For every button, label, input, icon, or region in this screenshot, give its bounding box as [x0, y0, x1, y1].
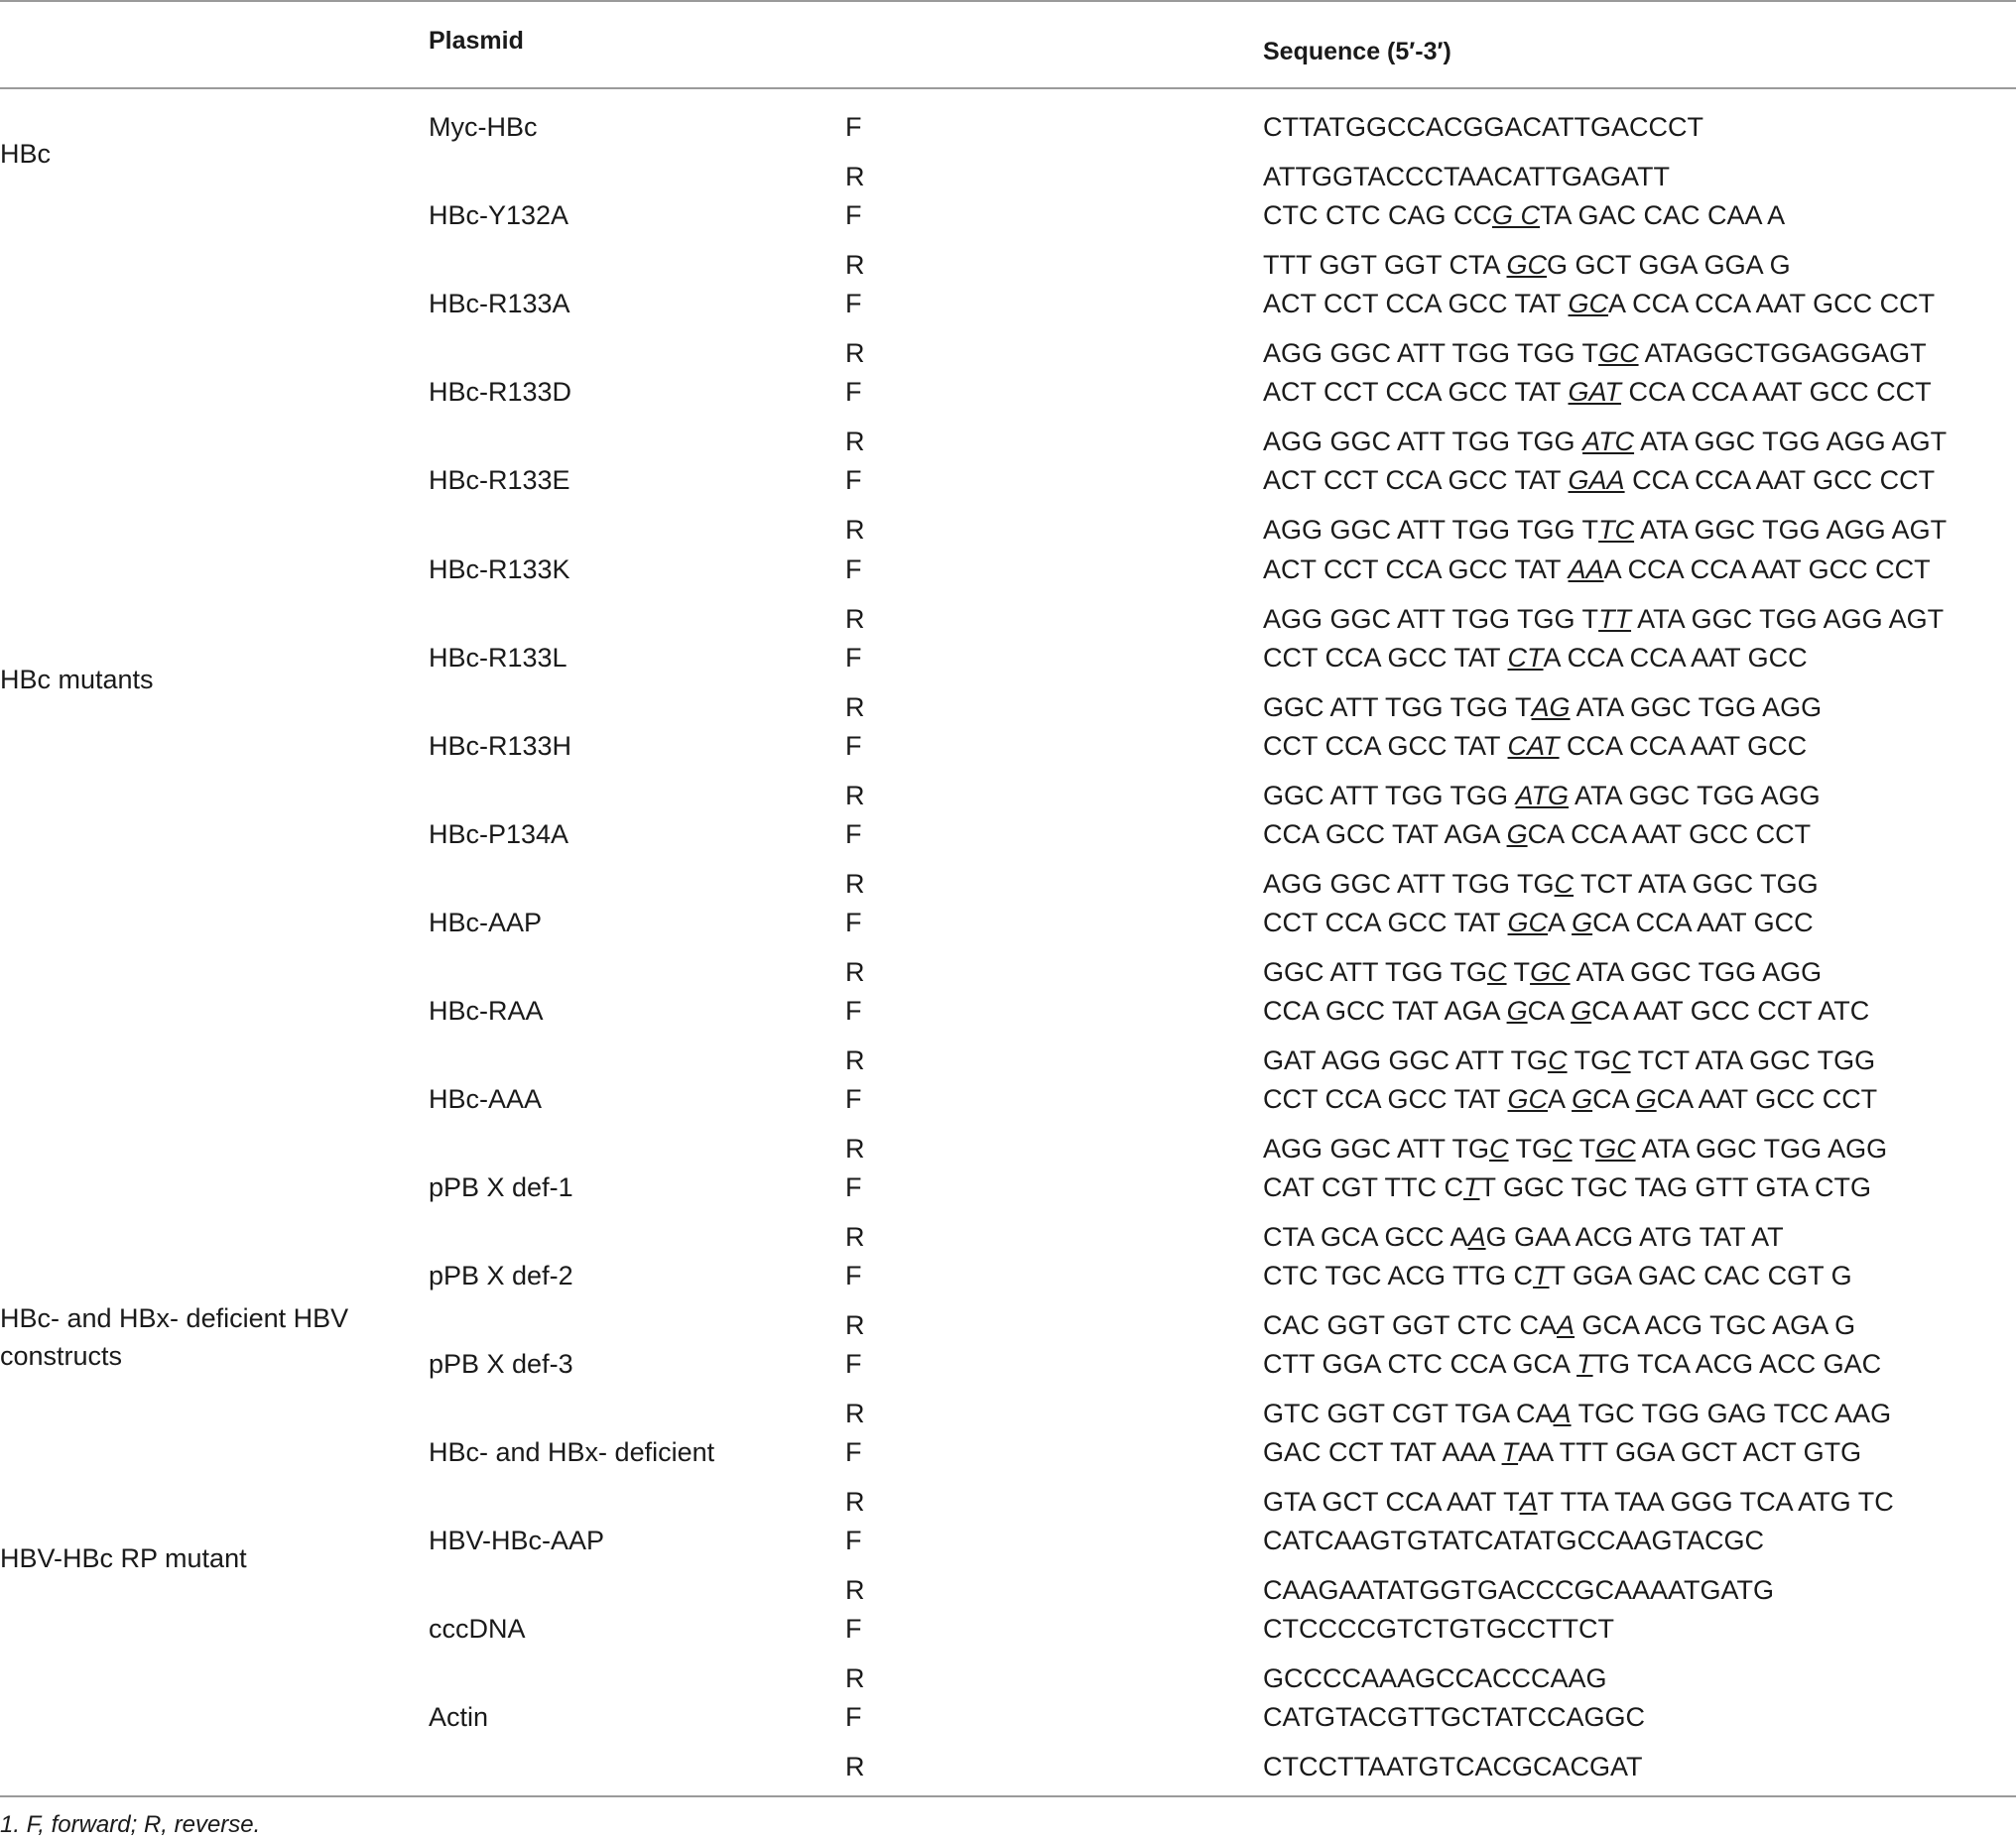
- sequence-segment: GCA ACG TGC AGA G: [1575, 1310, 1856, 1340]
- row-plasmid-name: HBc-R133H: [429, 731, 572, 761]
- sequence-segment: G GCT GGA GGA G: [1547, 250, 1791, 280]
- sequence-segment: T GGC TGC TAG GTT GTA CTG: [1479, 1172, 1872, 1202]
- sequence-segment: AGG GGC ATT TGG TGG T: [1263, 338, 1599, 368]
- row-direction: F: [845, 554, 862, 584]
- row-direction: R: [845, 515, 865, 545]
- row-direction: F: [845, 289, 862, 318]
- row-plasmid-name: pPB X def-1: [429, 1172, 573, 1202]
- sequence-segment: ATA GGC TGG AGG: [1635, 1134, 1888, 1164]
- sequence-segment: AGG GGC ATT TGG TGG T: [1263, 515, 1599, 545]
- row-sequence: [1263, 248, 1791, 282]
- row-direction: R: [845, 1663, 865, 1693]
- sequence-segment: ACT CCT CCA GCC TAT: [1263, 554, 1569, 584]
- row-direction: R: [845, 781, 865, 810]
- sequence-segment: ATA GGC TGG AGG: [1570, 957, 1823, 987]
- row-plasmid-name: pPB X def-2: [429, 1261, 573, 1290]
- sequence-segment: CTCCTTAATGTCACGCACGAT: [1263, 1752, 1643, 1781]
- row-plasmid-name: pPB X def-3: [429, 1349, 573, 1379]
- sequence-segment: CTT GGA CTC CCA GCA: [1263, 1349, 1577, 1379]
- sequence-segment: ACT CCT CCA GCC TAT: [1263, 465, 1569, 495]
- sequence-segment: T: [1506, 957, 1531, 987]
- sequence-segment: GAC CCT TAT AAA: [1263, 1437, 1502, 1467]
- mutated-bases: C: [1489, 1134, 1509, 1164]
- sequence-segment: CCA GCC TAT AGA: [1263, 996, 1507, 1026]
- mutated-bases: G: [1572, 1084, 1593, 1114]
- sequence-segment: CAT CGT TTC C: [1263, 1172, 1464, 1202]
- sequence-segment: A CCA CCA AAT GCC CCT: [1603, 554, 1931, 584]
- row-direction: F: [845, 465, 862, 495]
- row-direction: R: [845, 692, 865, 722]
- row-sequence: [1263, 1573, 1774, 1607]
- sequence-segment: ACT CCT CCA GCC TAT: [1263, 289, 1569, 318]
- header-rule: [0, 87, 2016, 89]
- sequence-segment: ATA GGC TGG AGG AGT: [1634, 515, 1948, 545]
- mutated-bases: GC: [1530, 957, 1571, 987]
- row-sequence: [1263, 1308, 1855, 1342]
- row-sequence: [1263, 690, 1822, 724]
- sequence-segment: CTC CTC CAG CC: [1263, 200, 1492, 230]
- row-plasmid-name: HBc-R133L: [429, 643, 567, 673]
- row-direction: R: [845, 869, 865, 899]
- sequence-segment: T GGA GAC CAC CGT G: [1549, 1261, 1852, 1290]
- row-direction: F: [845, 200, 862, 230]
- row-sequence: [1263, 1220, 1784, 1254]
- row-plasmid-name: Myc-HBc: [429, 112, 538, 142]
- row-sequence: [1263, 1043, 1875, 1077]
- row-plasmid-name: HBc-R133A: [429, 289, 570, 318]
- mutated-bases: A: [1553, 1399, 1572, 1428]
- mutated-bases: GC: [1507, 1084, 1549, 1114]
- row-sequence: [1263, 779, 1821, 812]
- mutated-bases: A: [1557, 1310, 1575, 1340]
- sequence-segment: A CCA CCA AAT GCC: [1543, 643, 1808, 673]
- row-direction: R: [845, 162, 865, 191]
- mutated-bases: GC: [1568, 289, 1609, 318]
- mutated-bases: C: [1611, 1045, 1631, 1075]
- sequence-segment: ACT CCT CCA GCC TAT: [1263, 377, 1569, 407]
- row-direction: F: [845, 996, 862, 1026]
- row-sequence: [1263, 1259, 1852, 1292]
- header-plasmid: Plasmid: [429, 27, 524, 55]
- row-direction: R: [845, 1222, 865, 1252]
- sequence-segment: CCA CCA AAT GCC: [1559, 731, 1808, 761]
- group-label-rp-mutant: HBV-HBc RP mutant: [0, 1543, 247, 1573]
- sequence-segment: GGC ATT TGG TGG: [1263, 781, 1516, 810]
- row-plasmid-name: Actin: [429, 1702, 489, 1732]
- row-sequence: [1263, 513, 1947, 547]
- mutated-bases: AA: [1568, 554, 1604, 584]
- row-sequence: [1263, 425, 1947, 458]
- row-direction: F: [845, 1084, 862, 1114]
- sequence-segment: GGC ATT TGG TG: [1263, 957, 1488, 987]
- sequence-segment: TCT ATA GGC TGG: [1574, 869, 1819, 899]
- row-sequence: [1263, 1750, 1642, 1783]
- sequence-segment: ATA GGC TGG AGG: [1569, 781, 1821, 810]
- sequence-segment: CATGTACGTTGCTATCCAGGC: [1263, 1702, 1645, 1732]
- sequence-segment: AGG GGC ATT TG: [1263, 1134, 1490, 1164]
- mutated-bases: A: [1519, 1487, 1538, 1517]
- row-plasmid-name: HBc-P134A: [429, 819, 569, 849]
- sequence-segment: CAAGAATATGGTGACCCGCAAAATGATG: [1263, 1575, 1775, 1605]
- mutated-bases: A: [1467, 1222, 1486, 1252]
- sequence-segment: TG: [1567, 1045, 1612, 1075]
- table-bottom-rule: [0, 1795, 2016, 1797]
- row-direction: R: [845, 1310, 865, 1340]
- sequence-segment: CCT CCA GCC TAT: [1263, 1084, 1508, 1114]
- row-plasmid-name: HBc-RAA: [429, 996, 544, 1026]
- row-direction: R: [845, 1045, 865, 1075]
- sequence-segment: CCA CCA AAT GCC CCT: [1621, 377, 1932, 407]
- row-direction: F: [845, 1349, 862, 1379]
- row-sequence: [1263, 375, 1932, 409]
- row-direction: F: [845, 908, 862, 937]
- mutated-bases: CAT: [1507, 731, 1560, 761]
- row-direction: F: [845, 643, 862, 673]
- mutated-bases: TT: [1598, 604, 1632, 634]
- mutated-bases: T: [1463, 1172, 1480, 1202]
- sequence-segment: CCT CCA GCC TAT: [1263, 643, 1508, 673]
- row-sequence: [1263, 1700, 1645, 1734]
- sequence-segment: CA AAT GCC CCT: [1656, 1084, 1878, 1114]
- row-direction: F: [845, 1172, 862, 1202]
- row-sequence: [1263, 729, 1807, 763]
- row-sequence: [1263, 1485, 1894, 1519]
- row-direction: R: [845, 1752, 865, 1781]
- sequence-segment: CA: [1527, 996, 1572, 1026]
- group-label-deficient-constructs: HBc- and HBx- deficient HBV constructs: [0, 1303, 349, 1371]
- row-sequence: [1263, 1170, 1871, 1204]
- mutated-bases: GAT: [1568, 377, 1622, 407]
- row-sequence: [1263, 1524, 1764, 1557]
- sequence-segment: CTA GCA GCC A: [1263, 1222, 1468, 1252]
- row-plasmid-name: HBc-AAP: [429, 908, 543, 937]
- row-direction: F: [845, 819, 862, 849]
- mutated-bases: G: [1506, 996, 1528, 1026]
- sequence-segment: TG: [1508, 1134, 1554, 1164]
- sequence-segment: TA GAC CAC CAA A: [1540, 200, 1786, 230]
- sequence-segment: CA CCA AAT GCC: [1592, 908, 1814, 937]
- mutated-bases: C: [1487, 957, 1507, 987]
- row-sequence: [1263, 955, 1822, 989]
- row-direction: F: [845, 112, 862, 142]
- row-sequence: [1263, 1347, 1881, 1381]
- mutated-bases: AG: [1531, 692, 1571, 722]
- mutated-bases: GC: [1506, 250, 1548, 280]
- row-direction: R: [845, 1134, 865, 1164]
- sequence-segment: ATTGGTACCCTAACATTGAGATT: [1263, 162, 1670, 191]
- mutated-bases: GAA: [1568, 465, 1625, 495]
- mutated-bases: CT: [1507, 643, 1544, 673]
- mutated-bases: GC: [1598, 338, 1639, 368]
- mutated-bases: GC: [1507, 908, 1549, 937]
- sequence-segment: A CCA CCA AAT GCC CCT: [1608, 289, 1936, 318]
- sequence-segment: AGG GGC ATT TGG TG: [1263, 869, 1555, 899]
- sequence-segment: A: [1548, 1084, 1573, 1114]
- sequence-segment: CCT CCA GCC TAT: [1263, 908, 1508, 937]
- sequence-segment: GAT AGG GGC ATT TG: [1263, 1045, 1549, 1075]
- mutated-bases: G C: [1492, 200, 1541, 230]
- sequence-segment: CTTATGGCCACGGACATTGACCCT: [1263, 112, 1703, 142]
- row-plasmid-name: HBc-Y132A: [429, 200, 569, 230]
- sequence-segment: TTT GGT GGT CTA: [1263, 250, 1507, 280]
- row-direction: F: [845, 377, 862, 407]
- mutated-bases: C: [1553, 1134, 1573, 1164]
- mutated-bases: ATG: [1515, 781, 1570, 810]
- row-plasmid-name: HBc-R133K: [429, 554, 570, 584]
- sequence-segment: GTC GGT CGT TGA CA: [1263, 1399, 1554, 1428]
- sequence-segment: CCT CCA GCC TAT: [1263, 731, 1508, 761]
- sequence-segment: CAC GGT GGT CTC CA: [1263, 1310, 1558, 1340]
- row-sequence: [1263, 160, 1670, 193]
- mutated-bases: G: [1635, 1084, 1657, 1114]
- mutated-bases: G: [1571, 996, 1592, 1026]
- mutated-bases: T: [1501, 1437, 1519, 1467]
- sequence-segment: GTA GCT CCA AAT T: [1263, 1487, 1520, 1517]
- row-plasmid-name: HBV-HBc-AAP: [429, 1526, 605, 1555]
- row-direction: R: [845, 250, 865, 280]
- row-sequence: [1263, 463, 1935, 497]
- mutated-bases: TC: [1598, 515, 1635, 545]
- row-sequence: [1263, 1661, 1607, 1695]
- sequence-segment: T: [1572, 1134, 1596, 1164]
- row-sequence: [1263, 287, 1935, 320]
- row-sequence: [1263, 198, 1785, 232]
- mutated-bases: C: [1548, 1045, 1568, 1075]
- sequence-segment: CA CCA AAT GCC CCT: [1527, 819, 1812, 849]
- sequence-segment: ATAGGCTGGAGGAGT: [1638, 338, 1927, 368]
- row-sequence: [1263, 336, 1927, 370]
- sequence-segment: CA AAT GCC CCT ATC: [1591, 996, 1870, 1026]
- sequence-segment: TCT ATA GGC TGG: [1630, 1045, 1876, 1075]
- row-direction: F: [845, 1261, 862, 1290]
- table-footnote: 1. F, forward; R, reverse.: [0, 1811, 261, 1838]
- row-direction: F: [845, 1614, 862, 1644]
- row-direction: F: [845, 1526, 862, 1555]
- mutated-bases: C: [1554, 869, 1575, 899]
- row-sequence: [1263, 994, 1869, 1028]
- row-sequence: [1263, 1612, 1614, 1646]
- row-direction: F: [845, 731, 862, 761]
- row-sequence: [1263, 602, 1944, 636]
- row-sequence: [1263, 1397, 1891, 1430]
- sequence-segment: CA: [1592, 1084, 1636, 1114]
- header-sequence: Sequence (5′-3′): [1263, 38, 1451, 65]
- row-direction: R: [845, 1399, 865, 1428]
- group-label-hbc: HBc: [0, 139, 52, 169]
- sequence-segment: T TTA TAA GGG TCA ATG TC: [1537, 1487, 1894, 1517]
- sequence-segment: AGG GGC ATT TGG TGG: [1263, 427, 1583, 456]
- row-direction: R: [845, 604, 865, 634]
- sequence-segment: A: [1548, 908, 1573, 937]
- row-sequence: [1263, 867, 1819, 901]
- row-direction: R: [845, 1575, 865, 1605]
- row-direction: R: [845, 338, 865, 368]
- mutated-bases: T: [1533, 1261, 1550, 1290]
- sequence-segment: TG TCA ACG ACC GAC: [1592, 1349, 1882, 1379]
- sequence-segment: CCA GCC TAT AGA: [1263, 819, 1507, 849]
- sequence-segment: AGG GGC ATT TGG TGG T: [1263, 604, 1599, 634]
- row-sequence: [1263, 110, 1703, 144]
- sequence-segment: GGC ATT TGG TGG T: [1263, 692, 1532, 722]
- sequence-segment: G GAA ACG ATG TAT AT: [1485, 1222, 1784, 1252]
- sequence-segment: GCCCCAAAGCCACCCAAG: [1263, 1663, 1607, 1693]
- row-sequence: [1263, 1082, 1877, 1116]
- sequence-segment: ATA GGC TGG AGG AGT: [1631, 604, 1945, 634]
- mutated-bases: G: [1506, 819, 1528, 849]
- row-sequence: [1263, 552, 1931, 586]
- sequence-segment: TGC TGG GAG TCC AAG: [1571, 1399, 1892, 1428]
- row-sequence: [1263, 906, 1814, 939]
- sequence-segment: CTC TGC ACG TTG C: [1263, 1261, 1534, 1290]
- sequence-segment: CTCCCCGTCTGTGCCTTCT: [1263, 1614, 1614, 1644]
- row-sequence: [1263, 641, 1808, 675]
- mutated-bases: G: [1572, 908, 1593, 937]
- row-direction: F: [845, 1437, 862, 1467]
- row-sequence: [1263, 1132, 1887, 1166]
- sequence-segment: ATA GGC TGG AGG AGT: [1634, 427, 1948, 456]
- row-plasmid-name: HBc-AAA: [429, 1084, 543, 1114]
- row-sequence: [1263, 817, 1811, 851]
- sequence-segment: ATA GGC TGG AGG: [1570, 692, 1823, 722]
- sequence-segment: AA TTT GGA GCT ACT GTG: [1518, 1437, 1862, 1467]
- row-plasmid-name: HBc- and HBx- deficient: [429, 1437, 715, 1467]
- row-direction: R: [845, 427, 865, 456]
- sequence-segment: CCA CCA AAT GCC CCT: [1624, 465, 1936, 495]
- mutated-bases: GC: [1595, 1134, 1636, 1164]
- row-plasmid-name: HBc-R133D: [429, 377, 572, 407]
- row-sequence: [1263, 1435, 1861, 1469]
- sequence-segment: CATCAAGTGTATCATATGCCAAGTACGC: [1263, 1526, 1764, 1555]
- row-direction: R: [845, 957, 865, 987]
- row-plasmid-name: cccDNA: [429, 1614, 526, 1644]
- row-plasmid-name: HBc-R133E: [429, 465, 570, 495]
- row-direction: F: [845, 1702, 862, 1732]
- table-top-rule: [0, 0, 2016, 2]
- group-label-hbc-mutants: HBc mutants: [0, 665, 154, 694]
- mutated-bases: ATC: [1582, 427, 1635, 456]
- mutated-bases: T: [1576, 1349, 1593, 1379]
- row-direction: R: [845, 1487, 865, 1517]
